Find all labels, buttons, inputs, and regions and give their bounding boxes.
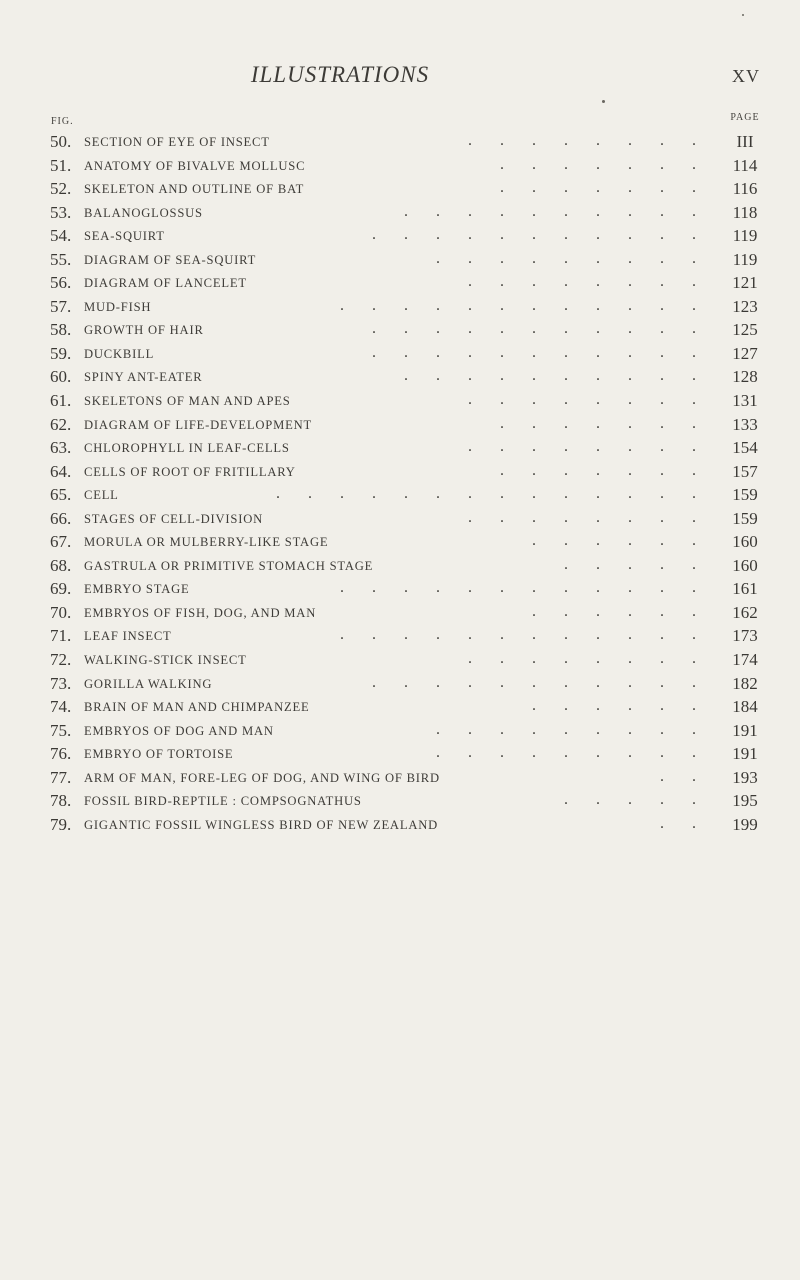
- dot-leader: . . . . . .: [532, 697, 708, 715]
- illustration-title: DIAGRAM OF SEA-SQUIRT: [84, 252, 257, 267]
- illustration-title: GROWTH OF HAIR: [84, 323, 204, 338]
- dot-leader: . . . . . . . . .: [436, 720, 708, 738]
- figure-number: 72.: [50, 650, 72, 670]
- illustration-title: SKELETON AND OUTLINE OF BAT: [84, 182, 305, 197]
- illustration-title: GORILLA WALKING: [84, 676, 213, 691]
- list-item: [0, 601, 800, 625]
- page-number: 173: [732, 626, 758, 646]
- dot-leader: . . . . .: [564, 791, 708, 809]
- illustration-title: FOSSIL BIRD-REPTILE : COMPSOGNATHUS: [84, 794, 362, 809]
- page-number: 131: [732, 391, 758, 411]
- page-number: 191: [732, 720, 758, 740]
- page-number: 182: [732, 673, 758, 693]
- figure-number: 63.: [50, 438, 72, 458]
- dot-leader: . .: [660, 814, 708, 832]
- list-item: [0, 507, 800, 531]
- page-number: 116: [732, 179, 758, 199]
- running-head-title: ILLUSTRATIONS: [250, 62, 430, 87]
- page-number: 195: [732, 791, 758, 811]
- illustration-title: SECTION OF EYE OF INSECT: [84, 135, 270, 149]
- illustration-title: ARM OF MAN, FORE-LEG OF DOG, AND WING OF BIRD: [84, 770, 440, 785]
- dot-leader: . . . . .: [564, 555, 708, 573]
- print-speck: [602, 100, 605, 103]
- dot-leader: . . . . . . . .: [468, 391, 708, 409]
- list-item: [0, 648, 800, 672]
- list-item: [0, 672, 800, 696]
- illustration-title: GASTRULA OR PRIMITIVE STOMACH STAGE: [84, 558, 374, 573]
- illustration-title: LEAF INSECT: [84, 629, 172, 644]
- list-item: [0, 342, 800, 366]
- dot-leader: . . . . . . .: [500, 155, 708, 173]
- page-number: 133: [732, 414, 758, 434]
- dot-leader: . . . . . . . . . . . . . .: [276, 485, 708, 503]
- figure-number: 79.: [50, 814, 72, 834]
- page-number: 114: [732, 155, 758, 175]
- figure-number: 76.: [50, 744, 72, 764]
- figure-number: 58.: [50, 320, 72, 340]
- illustration-title: CELLS OF ROOT OF FRITILLARY: [84, 464, 296, 479]
- figure-number: 50.: [50, 132, 72, 151]
- list-item: [0, 483, 800, 507]
- illustration-title: EMBRYOS OF DOG AND MAN: [84, 723, 274, 738]
- page-number: 193: [732, 767, 758, 787]
- dot-leader: . . . . . . . . . .: [404, 367, 708, 385]
- illustration-title: CELL: [84, 488, 119, 503]
- dot-leader: . . . . . . . .: [468, 273, 708, 291]
- illustration-title: BALANOGLOSSUS: [84, 205, 203, 220]
- list-item: [0, 577, 800, 601]
- figure-number: 62.: [50, 414, 72, 434]
- list-item: [0, 695, 800, 719]
- list-item: [0, 365, 800, 389]
- dot-leader: . . . . . . .: [500, 461, 708, 479]
- figure-number: 65.: [50, 485, 72, 505]
- figure-number: 67.: [50, 532, 72, 552]
- illustration-title: SKELETONS OF MAN AND APES: [84, 394, 291, 409]
- page-number: 121: [732, 273, 758, 293]
- illustration-title: DUCKBILL: [84, 346, 155, 361]
- dot-leader: . . . . . .: [532, 602, 708, 620]
- list-item: [0, 554, 800, 578]
- figure-number: 77.: [50, 767, 72, 787]
- dot-leader: . . . . . . . .: [468, 438, 708, 456]
- figure-number: 52.: [50, 179, 72, 199]
- page-number: 128: [732, 367, 758, 387]
- list-item: [0, 460, 800, 484]
- list-item: [0, 719, 800, 743]
- figure-number: 75.: [50, 720, 72, 740]
- dot-leader: . . . . . . . .: [468, 650, 708, 668]
- illustration-title: GIGANTIC FOSSIL WINGLESS BIRD OF NEW ZEALAND: [84, 817, 439, 832]
- dot-leader: . . . . . . . . .: [436, 249, 708, 267]
- dot-leader: . . . . . . . . . . .: [372, 226, 708, 244]
- figure-number: 73.: [50, 673, 72, 693]
- figure-number: 55.: [50, 249, 72, 269]
- page-number: 160: [732, 532, 758, 552]
- figure-number: 68.: [50, 555, 72, 575]
- page-number: 118: [732, 202, 758, 222]
- list-item: [0, 813, 800, 837]
- figure-number: 57.: [50, 296, 72, 316]
- page-number: 157: [732, 461, 758, 481]
- illustration-title: CHLOROPHYLL IN LEAF-CELLS: [84, 441, 290, 456]
- illustration-title: EMBRYOS OF FISH, DOG, AND MAN: [84, 605, 317, 620]
- running-head-page-number: XV: [732, 66, 760, 86]
- figure-number: 60.: [50, 367, 72, 387]
- page-number: 123: [732, 296, 758, 316]
- figure-number: 56.: [50, 273, 72, 293]
- list-item: [0, 530, 800, 554]
- page-number: 127: [732, 343, 758, 363]
- dot-leader: . . . . . .: [532, 532, 708, 550]
- figure-number: 66.: [50, 508, 72, 528]
- figure-number: 78.: [50, 791, 72, 811]
- illustration-title: ANATOMY OF BIVALVE MOLLUSC: [84, 158, 306, 173]
- page-number: 162: [732, 602, 758, 622]
- illustration-title: MORULA OR MULBERRY-LIKE STAGE: [84, 535, 329, 550]
- running-head: [0, 62, 800, 92]
- dot-leader: . . . . . . . .: [468, 508, 708, 526]
- dot-leader: . . . . . . . . .: [436, 744, 708, 762]
- page-number: 184: [732, 697, 758, 717]
- page-number: 160: [732, 555, 758, 575]
- list-item: [0, 742, 800, 766]
- list-item: [0, 154, 800, 178]
- illustration-title: DIAGRAM OF LIFE-DEVELOPMENT: [84, 417, 312, 432]
- page-number: 191: [732, 744, 758, 764]
- dot-leader: . .: [660, 767, 708, 785]
- page-number: III: [736, 132, 754, 151]
- illustration-list: [0, 130, 800, 836]
- dot-leader: . . . . . . . . . . . .: [340, 579, 708, 597]
- list-item: [0, 624, 800, 648]
- list-item: [0, 224, 800, 248]
- print-speck: [742, 14, 744, 16]
- list-item: [0, 177, 800, 201]
- list-item: [0, 766, 800, 790]
- page-column-heading: PAGE: [730, 112, 760, 123]
- illustration-title: SEA-SQUIRT: [84, 229, 165, 244]
- list-item: [0, 789, 800, 813]
- page-number: 174: [732, 650, 758, 670]
- dot-leader: . . . . . . .: [500, 179, 708, 197]
- illustration-title: MUD-FISH: [84, 299, 152, 314]
- page-number: 119: [732, 249, 758, 269]
- dot-leader: . . . . . . . . . . .: [372, 673, 708, 691]
- list-item: [0, 271, 800, 295]
- dot-leader: . . . . . . .: [500, 414, 708, 432]
- fig-column-heading: FIG.: [51, 116, 74, 127]
- page-number: 161: [732, 579, 758, 599]
- figure-number: 51.: [50, 155, 72, 175]
- page-number: 154: [732, 438, 758, 458]
- list-item: [0, 436, 800, 460]
- list-item: [0, 389, 800, 413]
- figure-number: 71.: [50, 626, 72, 646]
- illustration-title: DIAGRAM OF LANCELET: [84, 276, 247, 291]
- illustration-title: STAGES OF CELL-DIVISION: [84, 511, 264, 526]
- list-item: [0, 201, 800, 225]
- page-number: 199: [732, 814, 758, 834]
- illustration-title: WALKING-STICK INSECT: [84, 653, 247, 668]
- page-number: 159: [732, 508, 758, 528]
- list-item: [0, 295, 800, 319]
- page-number: 119: [732, 226, 758, 246]
- illustration-title: BRAIN OF MAN AND CHIMPANZEE: [84, 700, 310, 715]
- figure-number: 59.: [50, 343, 72, 363]
- figure-number: 74.: [50, 697, 72, 717]
- figure-number: 69.: [50, 579, 72, 599]
- dot-leader: . . . . . . . . . .: [404, 202, 708, 220]
- page-number: 159: [732, 485, 758, 505]
- list-item: [0, 130, 800, 154]
- list-item: [0, 318, 800, 342]
- list-item: [0, 248, 800, 272]
- dot-leader: . . . . . . . . . . . .: [340, 296, 708, 314]
- illustration-title: EMBRYO OF TORTOISE: [84, 747, 234, 762]
- figure-number: 61.: [50, 391, 72, 411]
- figure-number: 54.: [50, 226, 72, 246]
- illustration-title: EMBRYO STAGE: [84, 582, 190, 597]
- list-item: [0, 413, 800, 437]
- figure-number: 64.: [50, 461, 72, 481]
- dot-leader: . . . . . . . . . . .: [372, 320, 708, 338]
- illustration-title: SPINY ANT-EATER: [84, 370, 203, 385]
- page-number: 125: [732, 320, 758, 340]
- dot-leader: . . . . . . . . . . . .: [340, 626, 708, 644]
- dot-leader: . . . . . . . . . . .: [372, 343, 708, 361]
- figure-number: 53.: [50, 202, 72, 222]
- dot-leader: . . . . . . . .: [468, 132, 708, 149]
- figure-number: 70.: [50, 602, 72, 622]
